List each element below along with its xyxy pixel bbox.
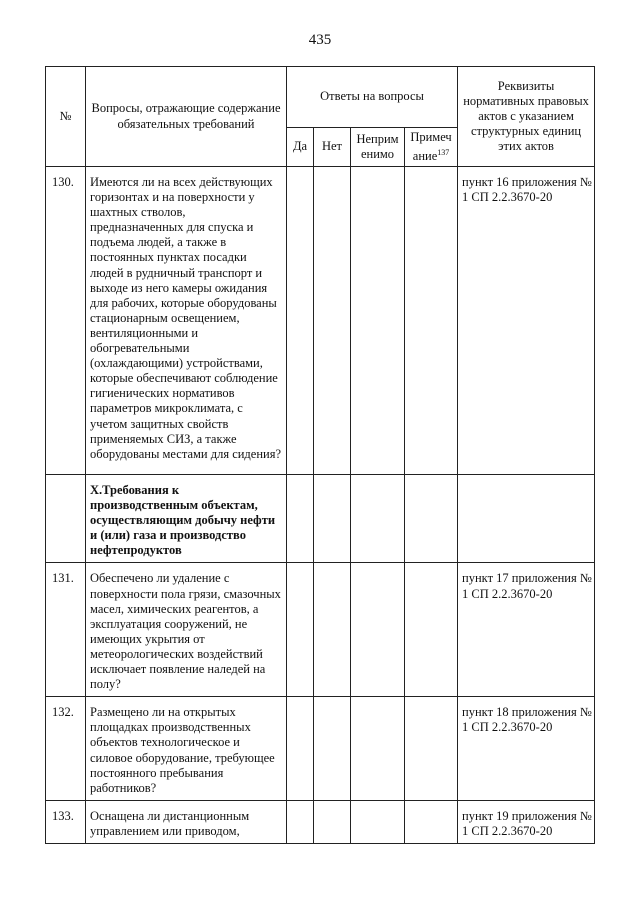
header-requisites: Реквизиты нормативных правовых актов с указанием структурных единиц этих актов <box>458 67 595 167</box>
table-row <box>46 697 595 801</box>
section-heading: X.Требования к производственным объектам, осуществляющим добычу нефти и (или) газа и производство нефтепродуктов <box>86 475 287 563</box>
answer-na-cell <box>351 475 405 563</box>
answer-no-cell[interactable] <box>314 167 351 475</box>
answer-no-cell[interactable] <box>314 800 351 843</box>
header-not-applicable: Неприм енимо <box>351 128 405 167</box>
answer-yes-cell[interactable] <box>287 563 314 697</box>
answer-yes-cell[interactable] <box>287 697 314 801</box>
row-number: 133. <box>46 800 86 843</box>
row-question: Обеспечено ли удаление с поверхности пола грязи, смазочных масел, химических реагентов, а эксплуатация сооружений, не имеющих укрытия от метеорологических воздействий исключает появление наледей на полу? <box>86 563 287 697</box>
row-reference: пункт 17 приложения № 1 СП 2.2.3670-20 <box>458 563 595 697</box>
table-row <box>46 563 595 697</box>
row-number: 130. <box>46 167 86 475</box>
row-reference: пункт 19 приложения № 1 СП 2.2.3670-20 <box>458 800 595 843</box>
row-reference: пункт 16 приложения № 1 СП 2.2.3670-20 <box>458 167 595 475</box>
table-header-row <box>46 67 595 128</box>
section-row <box>46 475 595 563</box>
row-reference <box>458 475 595 563</box>
answer-yes-cell[interactable] <box>287 167 314 475</box>
header-note-text: Примеч ание <box>410 129 452 164</box>
header-no: Нет <box>314 128 351 167</box>
row-question: Оснащена ли дистанционным управлением или приводом, <box>86 800 287 843</box>
answer-yes-cell[interactable] <box>287 800 314 843</box>
table-row <box>46 167 595 475</box>
answer-note-cell[interactable] <box>405 563 458 697</box>
page-number: 435 <box>308 32 332 48</box>
row-number <box>46 475 86 563</box>
answer-no-cell <box>314 475 351 563</box>
header-answers: Ответы на вопросы <box>287 67 458 128</box>
answer-na-cell[interactable] <box>351 697 405 801</box>
answer-note-cell[interactable] <box>405 167 458 475</box>
row-number: 131. <box>46 563 86 697</box>
row-question: Размещено ли на открытых площадках производственных объектов технологическое и силовое оборудование, требующее постоянного пребывания работников? <box>86 697 287 801</box>
header-questions: Вопросы, отражающие содержание обязательных требований <box>86 67 287 167</box>
row-number: 132. <box>46 697 86 801</box>
requirements-table <box>45 66 595 844</box>
answer-yes-cell <box>287 475 314 563</box>
answer-note-cell[interactable] <box>405 800 458 843</box>
footnote-ref: 137 <box>437 147 450 157</box>
header-note <box>405 128 458 167</box>
header-yes: Да <box>287 128 314 167</box>
table-row <box>46 800 595 843</box>
header-number: № <box>46 67 86 167</box>
answer-na-cell[interactable] <box>351 800 405 843</box>
answer-na-cell[interactable] <box>351 167 405 475</box>
row-reference: пункт 18 приложения № 1 СП 2.2.3670-20 <box>458 697 595 801</box>
answer-no-cell[interactable] <box>314 563 351 697</box>
row-question: Имеются ли на всех действующих горизонтах и на поверхности у шахтных стволов, предназначенных для спуска и подъема людей, а также в постоянных пунктах посадки людей в рудничный транспорт и выходе из него камеры ожидания для рабочих, которые оборудованы стационарным освещением, вентиляционными и обогревательными (охлаждающими) устройствами, которые обеспечивают соблюдение гигиенических нормативов параметров микроклимата, с учетом защитных свойств применяемых СИЗ, а также оборудованы местами для сидения? <box>86 167 287 475</box>
answer-na-cell[interactable] <box>351 563 405 697</box>
answer-note-cell <box>405 475 458 563</box>
answer-no-cell[interactable] <box>314 697 351 801</box>
answer-note-cell[interactable] <box>405 697 458 801</box>
